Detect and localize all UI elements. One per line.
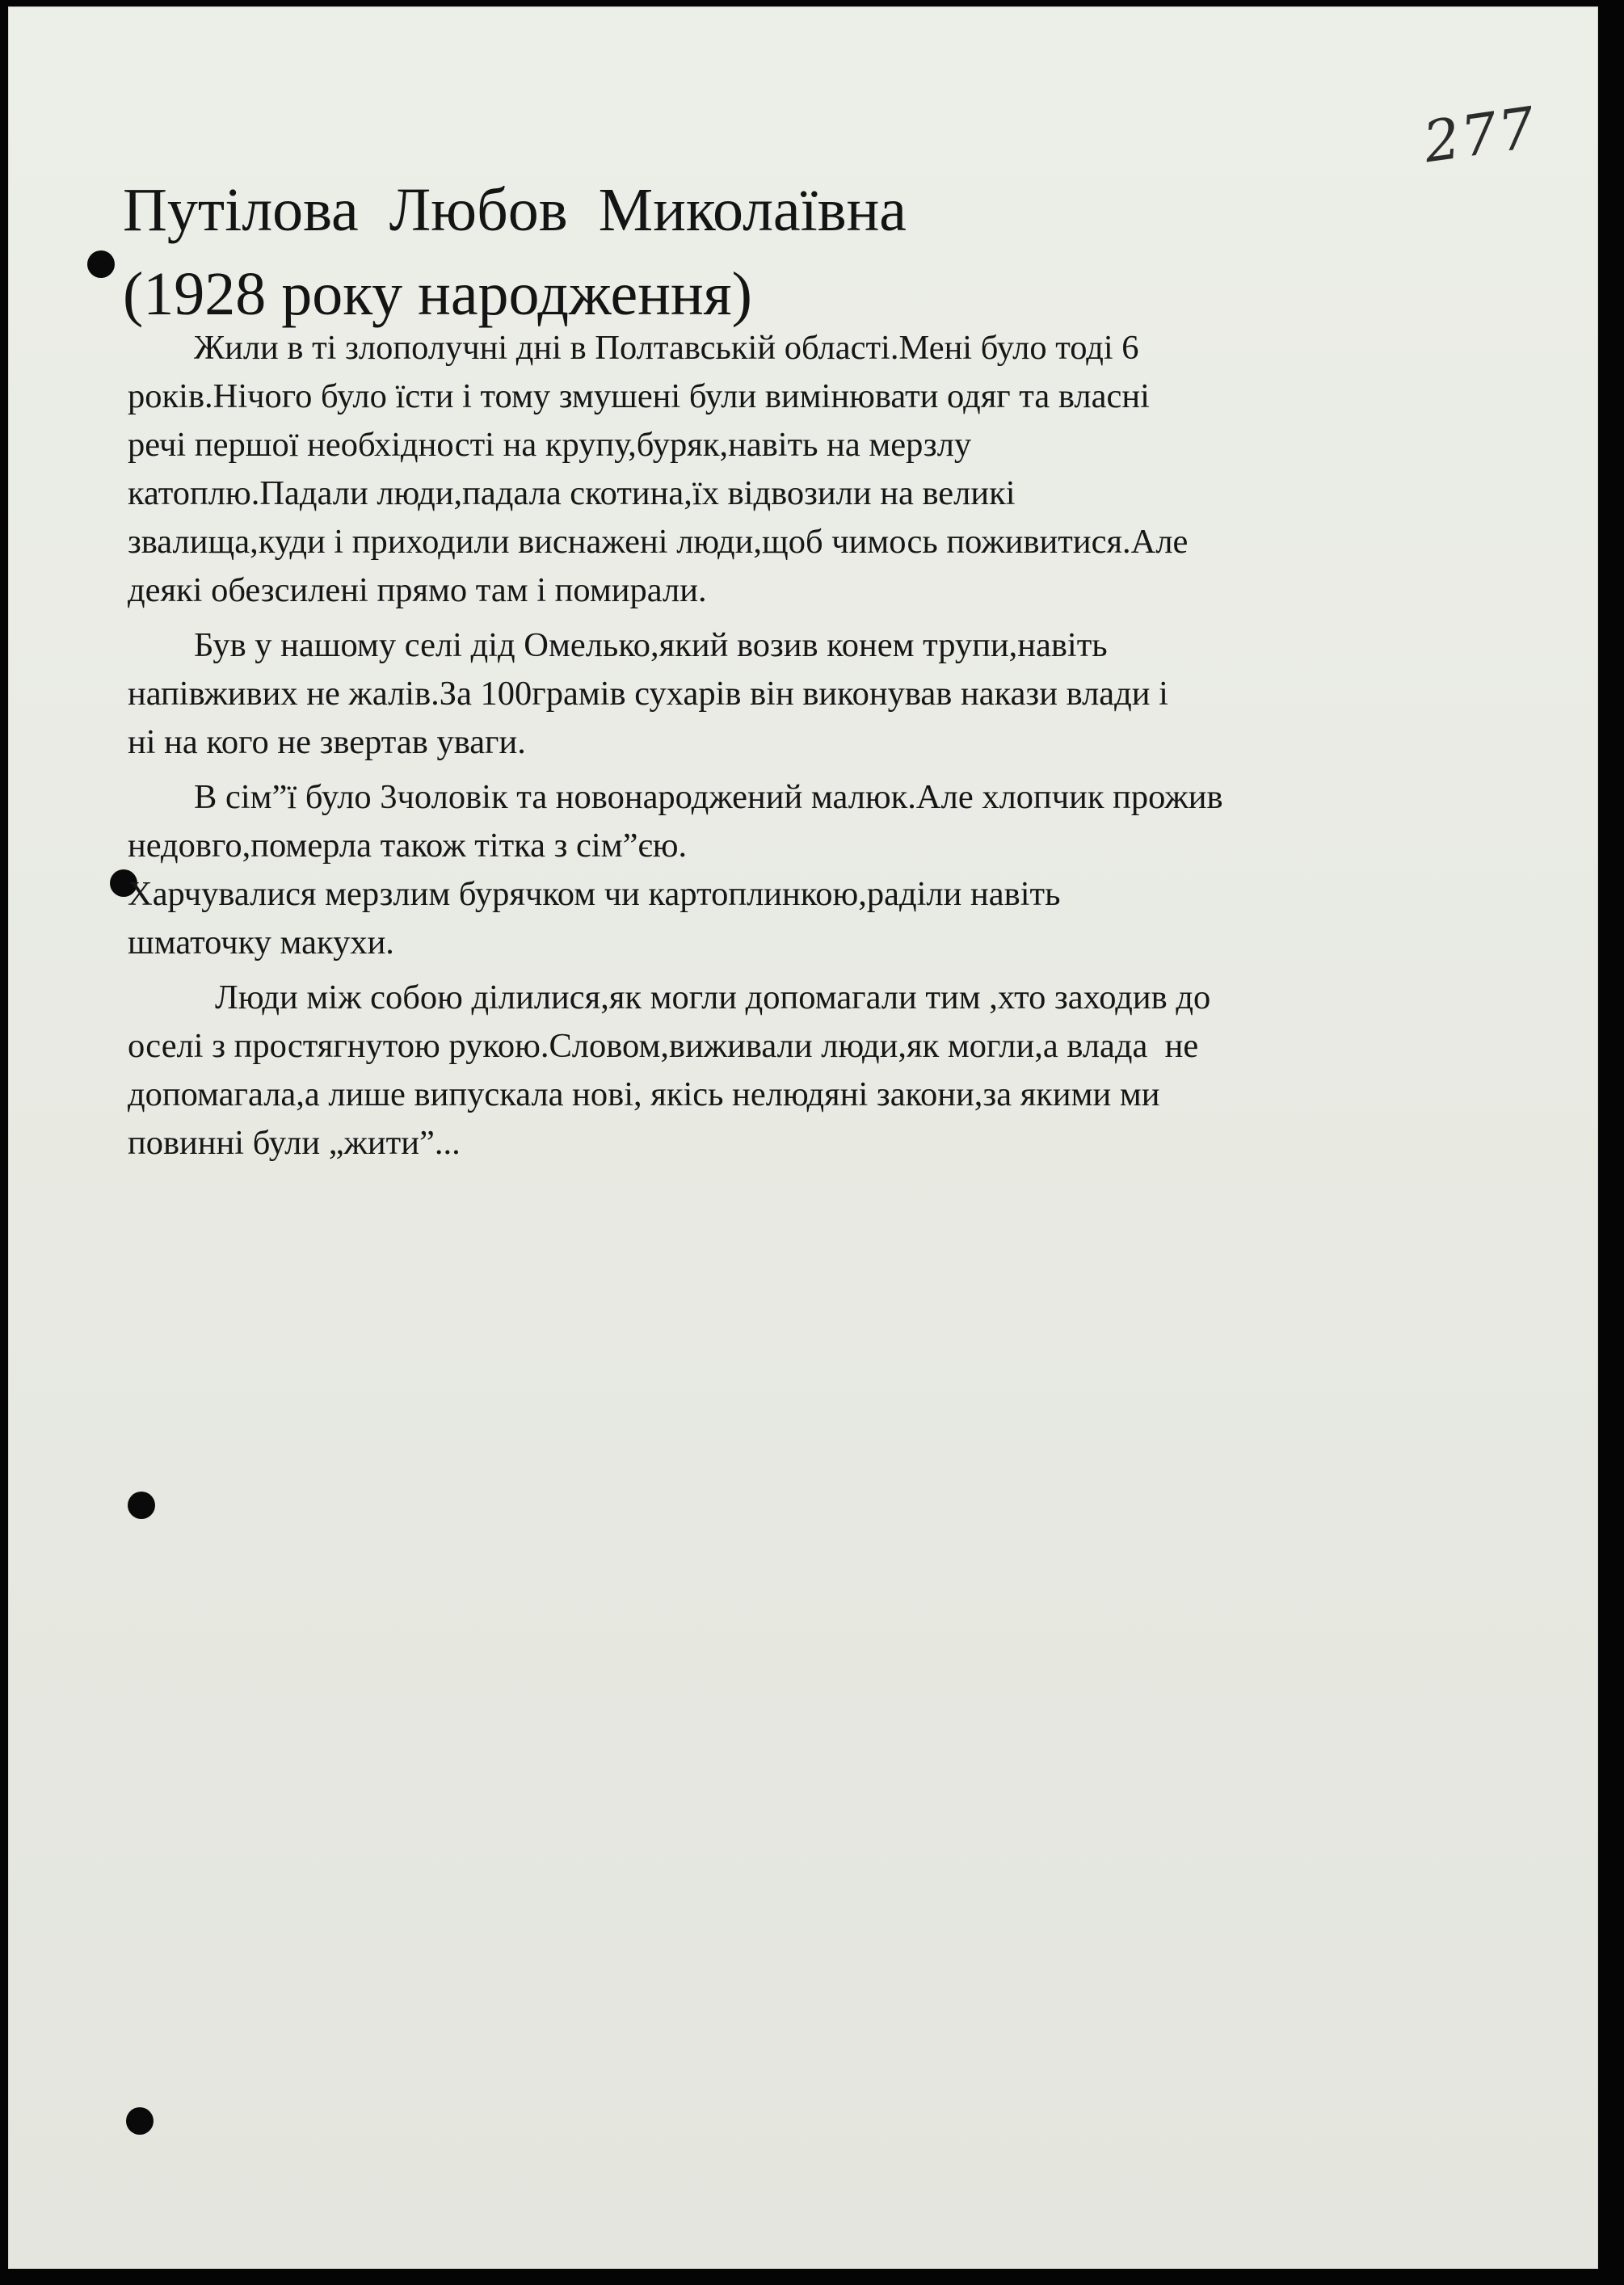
punch-hole xyxy=(87,250,115,278)
text-line: Жили в ті злополучні дні в Полтавській області.Мені було тоді 6 xyxy=(194,329,1139,367)
text-line: Харчувалися мерзлим бурячком чи картоплинкою,раділи навіть xyxy=(128,875,1061,913)
text-line: недовго,померла також тітка з сім”єю. xyxy=(128,827,688,865)
text-line: катоплю.Падали люди,падала скотина,їх відвозили на великі xyxy=(128,474,1016,512)
text-line: Люди між собою ділилися,як могли допомагали тим ,хто заходив до xyxy=(215,978,1211,1016)
page-title xyxy=(123,168,907,336)
punch-hole xyxy=(128,1492,155,1519)
punch-hole xyxy=(126,2107,154,2135)
person-name: Путілова Любов Миколаївна xyxy=(123,176,907,244)
text-line: оселі з простягнутою рукою.Словом,виживали люди,як могли,а влада не xyxy=(128,1027,1199,1065)
text-line: деякі обезсилені прямо там і помирали. xyxy=(128,571,707,609)
handwritten-page-number: 277 xyxy=(1419,94,1541,176)
text-line: повинні були „жити”... xyxy=(128,1124,461,1162)
text-line: Був у нашому селі дід Омелько,який возив конем трупи,навіть xyxy=(194,626,1108,664)
text-line: В сім”ї було 3чоловік та новонароджений малюк.Але хлопчик прожив xyxy=(194,778,1223,816)
document-page xyxy=(8,6,1598,2269)
text-line: речі першої необхідності на крупу,буряк,навіть на мерзлу xyxy=(128,426,972,464)
text-line: ні на кого не звертав уваги. xyxy=(128,723,526,761)
testimony-text xyxy=(128,324,1517,1168)
text-line: допомагала,а лише випускала нові, якісь нелюдяні закони,за якими ми xyxy=(128,1075,1160,1113)
text-line: звалища,куди і приходили виснажені люди,щоб чимось поживитися.Але xyxy=(128,523,1189,561)
text-line: шматочку макухи. xyxy=(128,924,394,962)
birth-year-line: (1928 року народження) xyxy=(123,260,752,328)
text-line: років.Нічого було їсти і тому змушені були вимінювати одяг та власні xyxy=(128,377,1150,415)
text-line: напівживих не жалів.За 100грамів сухарів він виконував накази влади і xyxy=(128,675,1168,713)
